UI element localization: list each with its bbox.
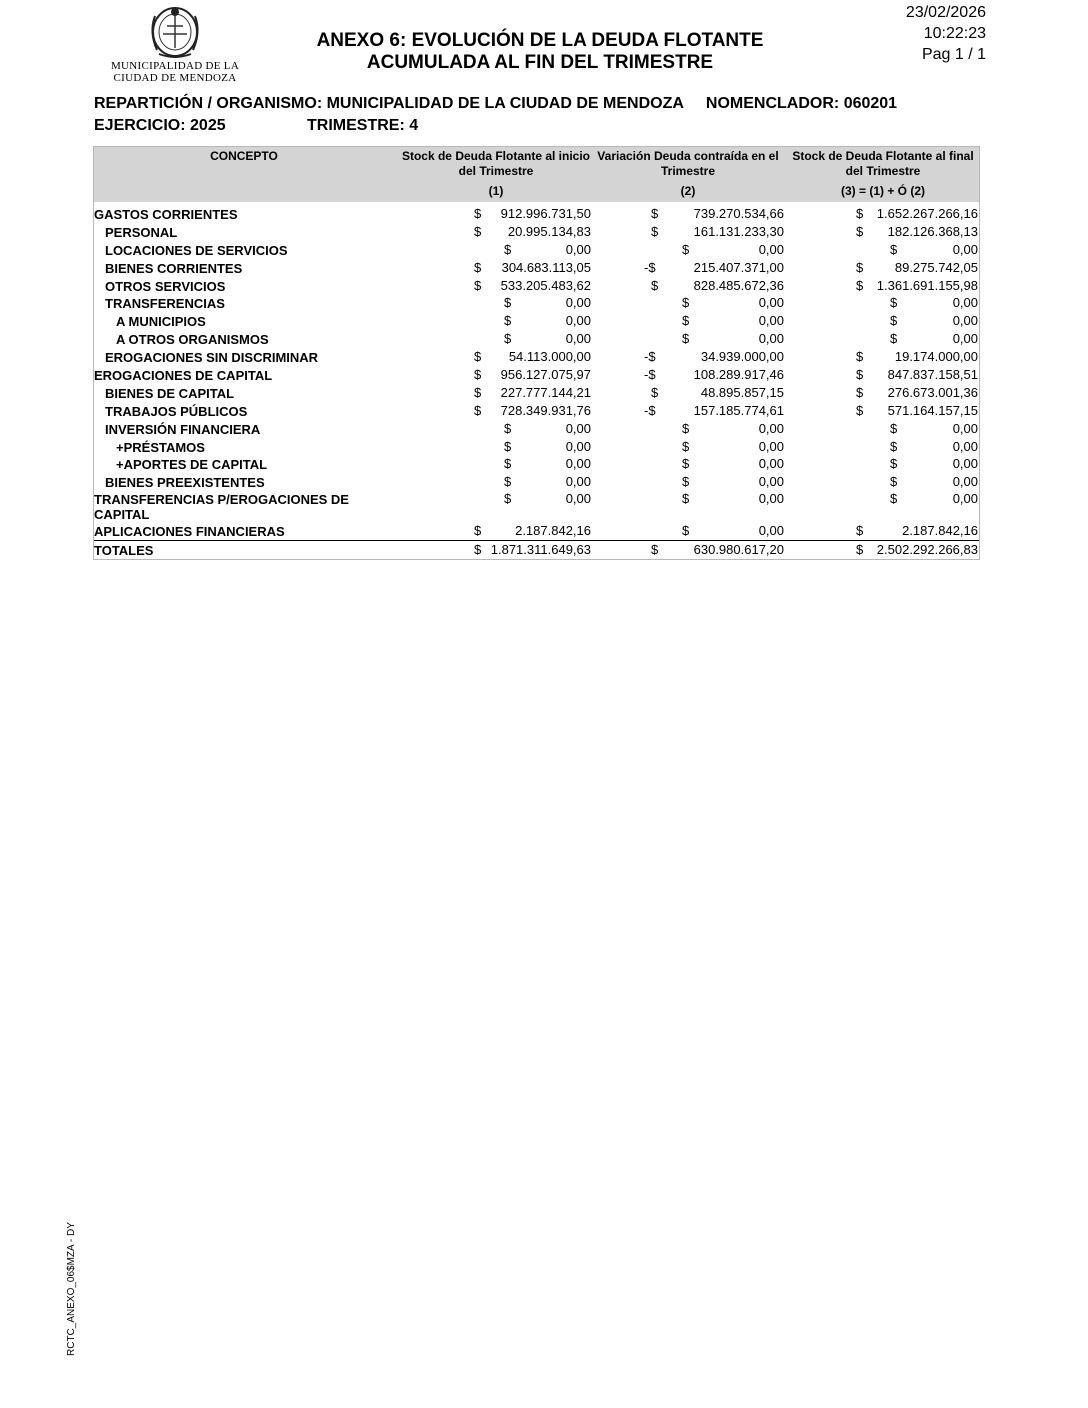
- value-col2: 157.185.774,61: [693, 402, 784, 418]
- table-row: [94, 259, 979, 277]
- currency-col1: $: [474, 277, 482, 293]
- row-label: +APORTES DE CAPITAL: [116, 457, 268, 473]
- ejercicio-label: EJERCICIO: 2025: [94, 117, 226, 134]
- reparticion-label: REPARTICIÓN / ORGANISMO: MUNICIPALIDAD DE LA CIUDAD DE MENDOZA: [94, 95, 684, 112]
- print-date: 23/02/2026: [905, 4, 986, 21]
- row-label: A MUNICIPIOS: [116, 314, 206, 330]
- table-row: [94, 348, 979, 366]
- value-col3: 0,00: [952, 420, 978, 436]
- value-col2: 0,00: [758, 313, 784, 329]
- currency-col3: $: [856, 349, 864, 365]
- row-label: TOTALES: [94, 543, 154, 559]
- value-col2: 48.895.857,15: [700, 384, 784, 400]
- header-num2: (2): [680, 184, 696, 198]
- currency-col2: -$: [644, 402, 656, 418]
- value-col2: 0,00: [758, 241, 784, 257]
- currency-col1: $: [474, 206, 482, 221]
- table-row: [94, 473, 979, 491]
- currency-col3: $: [856, 523, 864, 539]
- currency-col1: $: [474, 223, 482, 239]
- value-col1: 912.996.731,50: [500, 206, 591, 221]
- value-col2: 739.270.534,66: [693, 206, 784, 221]
- currency-col3: $: [890, 420, 898, 436]
- table-row: [94, 294, 979, 312]
- value-col3: 276.673.001,36: [887, 384, 978, 400]
- value-col3: 89.275.742,05: [894, 259, 978, 275]
- value-col3: 1.652.267.266,16: [876, 206, 978, 221]
- currency-col3: $: [856, 402, 864, 418]
- report-code: RCTC_ANEXO_06$MZA - DY: [66, 1222, 77, 1356]
- currency-col1: $: [504, 420, 512, 436]
- value-col3: 2.187.842,16: [902, 523, 978, 539]
- value-col1: 20.995.134,83: [507, 223, 591, 239]
- value-col2: 0,00: [758, 491, 784, 507]
- currency-col1: $: [474, 349, 482, 365]
- value-col2: 630.980.617,20: [693, 542, 784, 558]
- currency-col1: $: [474, 384, 482, 400]
- value-col2: 0,00: [758, 438, 784, 454]
- currency-col3: $: [890, 313, 898, 329]
- value-col2: 828.485.672,36: [693, 277, 784, 293]
- value-col1: 0,00: [565, 241, 591, 257]
- table-row: [94, 402, 979, 420]
- value-col2: 0,00: [758, 420, 784, 436]
- value-col2: 0,00: [758, 331, 784, 347]
- currency-col2: $: [682, 456, 690, 472]
- value-col3: 0,00: [952, 438, 978, 454]
- currency-col3: $: [890, 241, 898, 257]
- row-label: TRANSFERENCIAS P/EROGACIONES DE CAPITAL: [94, 492, 349, 523]
- currency-col3: $: [890, 331, 898, 347]
- row-label: BIENES PREEXISTENTES: [105, 475, 265, 491]
- table-body: [94, 205, 979, 559]
- value-col3: 2.502.292.266,83: [876, 542, 978, 558]
- currency-col1: $: [474, 402, 482, 418]
- currency-col2: -$: [644, 349, 656, 365]
- currency-col1: $: [504, 313, 512, 329]
- value-col1: 227.777.144,21: [500, 384, 591, 400]
- page-number: Pag 1 / 1: [921, 46, 986, 63]
- currency-col2: $: [682, 331, 690, 347]
- table-row: [94, 223, 979, 241]
- currency-col1: $: [504, 474, 512, 490]
- value-col1: 0,00: [565, 331, 591, 347]
- value-col3: 571.164.157,15: [887, 402, 978, 418]
- row-label: TRABAJOS PÚBLICOS: [105, 403, 248, 419]
- value-col1: 1.871.311.649,63: [490, 542, 591, 558]
- table-row: [94, 420, 979, 438]
- table-row: [94, 438, 979, 456]
- value-col3: 0,00: [952, 491, 978, 507]
- currency-col2: -$: [644, 367, 656, 383]
- print-time: 10:22:23: [923, 25, 986, 42]
- table-row: [94, 205, 979, 223]
- table-row: [94, 522, 979, 540]
- header-col3: Stock de Deuda Flotante al final del Trimestre: [792, 149, 974, 178]
- currency-col3: $: [856, 542, 864, 558]
- currency-col2: $: [682, 491, 690, 507]
- table-row: [94, 384, 979, 402]
- value-col3: 1.361.691.155,98: [876, 277, 978, 293]
- row-label: INVERSIÓN FINANCIERA: [105, 421, 261, 437]
- value-col2: 0,00: [758, 295, 784, 311]
- value-col3: 0,00: [952, 474, 978, 490]
- organization-line: [94, 95, 897, 113]
- currency-col2: $: [682, 420, 690, 436]
- currency-col1: $: [504, 241, 512, 257]
- value-col2: 34.939.000,00: [700, 349, 784, 365]
- value-col1: 0,00: [565, 420, 591, 436]
- value-col1: 54.113.000,00: [508, 349, 591, 365]
- currency-col1: $: [504, 491, 512, 507]
- value-col1: 0,00: [565, 313, 591, 329]
- currency-col3: $: [890, 438, 898, 454]
- logo-text-line1: MUNICIPALIDAD DE LA: [110, 60, 240, 72]
- currency-col1: $: [504, 438, 512, 454]
- currency-col1: $: [504, 295, 512, 311]
- trimestre-label: TRIMESTRE: 4: [307, 117, 419, 134]
- value-col1: 0,00: [565, 438, 591, 454]
- currency-col2: $: [651, 223, 659, 239]
- currency-col3: $: [856, 277, 864, 293]
- value-col1: 0,00: [565, 474, 591, 490]
- table-row: [94, 540, 979, 559]
- logo-text-line2: CIUDAD DE MENDOZA: [113, 72, 237, 84]
- currency-col3: $: [856, 384, 864, 400]
- value-col2: 0,00: [758, 474, 784, 490]
- header-num1: (1): [488, 184, 504, 198]
- currency-col2: $: [651, 277, 659, 293]
- table-row: [94, 455, 979, 473]
- currency-col2: $: [682, 241, 690, 257]
- currency-col1: $: [504, 456, 512, 472]
- value-col3: 182.126.368,13: [887, 223, 978, 239]
- currency-col3: $: [856, 206, 864, 221]
- coat-of-arms-icon: [145, 4, 205, 60]
- print-stamp: [906, 2, 986, 65]
- nomenclador-label: NOMENCLADOR: 060201: [705, 95, 898, 112]
- value-col2: 108.289.917,46: [693, 367, 784, 383]
- currency-col2: $: [651, 542, 659, 558]
- row-label: APLICACIONES FINANCIERAS: [94, 524, 285, 540]
- table-row: [94, 241, 979, 259]
- value-col2: 0,00: [758, 523, 784, 539]
- currency-col2: $: [682, 313, 690, 329]
- row-label: A OTROS ORGANISMOS: [116, 332, 269, 348]
- row-label: LOCACIONES DE SERVICIOS: [105, 242, 288, 258]
- value-col1: 0,00: [565, 491, 591, 507]
- currency-col2: $: [651, 384, 659, 400]
- row-label: EROGACIONES DE CAPITAL: [94, 368, 273, 384]
- row-label: EROGACIONES SIN DISCRIMINAR: [105, 350, 319, 366]
- header-col2: Variación Deuda contraída en el Trimestre: [597, 149, 779, 178]
- currency-col3: $: [856, 259, 864, 275]
- currency-col2: $: [682, 523, 690, 539]
- value-col3: 19.174.000,00: [894, 349, 978, 365]
- value-col1: 956.127.075,97: [500, 367, 591, 383]
- header-concepto: CONCEPTO: [210, 149, 278, 163]
- value-col1: 2.187.842,16: [515, 523, 591, 539]
- value-col3: 0,00: [952, 331, 978, 347]
- header-col1: Stock de Deuda Flotante al inicio del Trimestre: [401, 149, 591, 178]
- municipal-logo: [92, 4, 258, 86]
- table-row: [94, 330, 979, 348]
- currency-col2: $: [682, 295, 690, 311]
- currency-col2: $: [682, 438, 690, 454]
- table-row: [94, 277, 979, 295]
- row-label: +PRÉSTAMOS: [116, 439, 205, 455]
- currency-col1: $: [504, 331, 512, 347]
- value-col3: 0,00: [952, 456, 978, 472]
- table-header: [94, 147, 979, 202]
- currency-col1: $: [474, 259, 482, 275]
- row-label: TRANSFERENCIAS: [105, 296, 225, 312]
- table-row: [94, 312, 979, 330]
- value-col2: 215.407.371,00: [693, 259, 784, 275]
- currency-col2: $: [651, 206, 659, 221]
- value-col2: 161.131.233,30: [693, 223, 784, 239]
- value-col1: 0,00: [565, 295, 591, 311]
- value-col1: 533.205.483,62: [500, 277, 591, 293]
- value-col3: 0,00: [952, 241, 978, 257]
- table-row: [94, 491, 979, 522]
- currency-col3: $: [856, 367, 864, 383]
- value-col3: 0,00: [952, 295, 978, 311]
- currency-col1: $: [474, 542, 482, 558]
- row-label: OTROS SERVICIOS: [105, 278, 226, 294]
- row-label: PERSONAL: [105, 224, 178, 240]
- currency-col3: $: [890, 491, 898, 507]
- header-num3: (3) = (1) + Ó (2): [840, 184, 926, 198]
- value-col3: 847.837.158,51: [887, 367, 978, 383]
- title-line1: ANEXO 6: EVOLUCIÓN DE LA DEUDA FLOTANTE: [316, 30, 764, 51]
- value-col1: 0,00: [565, 456, 591, 472]
- currency-col3: $: [890, 295, 898, 311]
- period-line: [94, 117, 419, 135]
- currency-col2: -$: [644, 259, 656, 275]
- value-col2: 0,00: [758, 456, 784, 472]
- currency-col1: $: [474, 523, 482, 539]
- title-line2: ACUMULADA AL FIN DEL TRIMESTRE: [366, 52, 714, 73]
- table-row: [94, 366, 979, 384]
- document-title: [290, 30, 790, 74]
- row-label: GASTOS CORRIENTES: [94, 207, 238, 222]
- row-label: BIENES CORRIENTES: [105, 260, 243, 276]
- debt-table: [93, 146, 980, 560]
- value-col1: 728.349.931,76: [500, 402, 591, 418]
- row-label: BIENES DE CAPITAL: [105, 385, 235, 401]
- currency-col2: $: [682, 474, 690, 490]
- currency-col3: $: [890, 474, 898, 490]
- value-col1: 304.683.113,05: [501, 259, 591, 275]
- currency-col3: $: [856, 223, 864, 239]
- currency-col3: $: [890, 456, 898, 472]
- value-col3: 0,00: [952, 313, 978, 329]
- currency-col1: $: [474, 367, 482, 383]
